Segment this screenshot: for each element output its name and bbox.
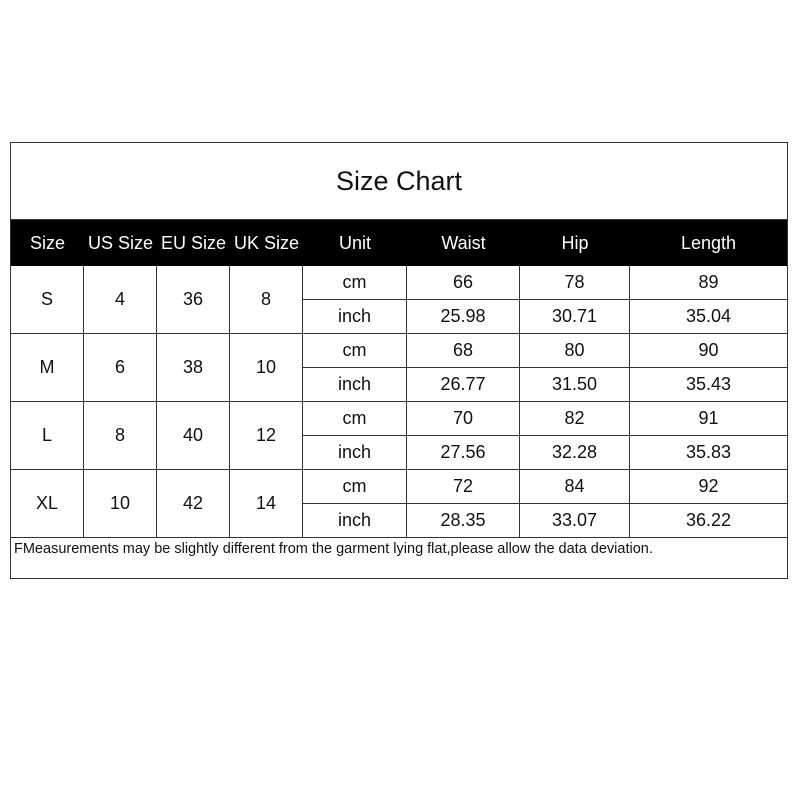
cell-eu-size: 38 bbox=[157, 334, 230, 402]
cell-us-size: 6 bbox=[84, 334, 157, 402]
cell-unit: cm bbox=[303, 334, 407, 368]
cell-length: 90 bbox=[630, 334, 787, 368]
measurement-note: FMeasurements may be slightly different from the garment lying flat,please allow the data deviation. bbox=[14, 541, 653, 557]
cell-waist: 68 bbox=[407, 334, 520, 368]
cell-length: 35.83 bbox=[630, 436, 787, 470]
header-col-eu-size: EU Size bbox=[160, 232, 227, 253]
cell-unit: inch bbox=[303, 504, 407, 538]
cell-waist: 72 bbox=[407, 470, 520, 504]
cell-eu-size: 36 bbox=[157, 266, 230, 334]
cell-size: L bbox=[11, 402, 84, 470]
cell-uk-size: 10 bbox=[230, 334, 303, 402]
header-col-unit: Unit bbox=[338, 232, 371, 253]
table-body bbox=[11, 266, 787, 538]
cell-length: 36.22 bbox=[630, 504, 787, 538]
cell-hip: 78 bbox=[520, 266, 630, 300]
cell-hip: 32.28 bbox=[520, 436, 630, 470]
size-chart bbox=[10, 142, 788, 579]
cell-unit: inch bbox=[303, 300, 407, 334]
header-col-waist: Waist bbox=[441, 232, 486, 253]
header-col-hip: Hip bbox=[561, 232, 589, 253]
cell-length: 35.43 bbox=[630, 368, 787, 402]
cell-waist: 26.77 bbox=[407, 368, 520, 402]
header-col-us-size: US Size bbox=[87, 232, 154, 253]
cell-eu-size: 42 bbox=[157, 470, 230, 538]
cell-us-size: 8 bbox=[84, 402, 157, 470]
cell-length: 35.04 bbox=[630, 300, 787, 334]
cell-hip: 82 bbox=[520, 402, 630, 436]
cell-eu-size: 40 bbox=[157, 402, 230, 470]
cell-unit: inch bbox=[303, 368, 407, 402]
cell-unit: inch bbox=[303, 436, 407, 470]
cell-us-size: 10 bbox=[84, 470, 157, 538]
header-col-uk-size: UK Size bbox=[233, 232, 300, 253]
cell-hip: 84 bbox=[520, 470, 630, 504]
cell-waist: 66 bbox=[407, 266, 520, 300]
cell-uk-size: 12 bbox=[230, 402, 303, 470]
cell-us-size: 4 bbox=[84, 266, 157, 334]
header-col-size: Size bbox=[29, 232, 65, 253]
cell-waist: 28.35 bbox=[407, 504, 520, 538]
table-header bbox=[11, 220, 787, 266]
cell-size: S bbox=[11, 266, 84, 334]
header-col-length: Length bbox=[680, 232, 737, 253]
cell-size: M bbox=[11, 334, 84, 402]
chart-title: Size Chart bbox=[11, 143, 787, 220]
cell-hip: 30.71 bbox=[520, 300, 630, 334]
cell-unit: cm bbox=[303, 266, 407, 300]
cell-unit: cm bbox=[303, 470, 407, 504]
cell-uk-size: 8 bbox=[230, 266, 303, 334]
cell-waist: 25.98 bbox=[407, 300, 520, 334]
cell-hip: 33.07 bbox=[520, 504, 630, 538]
cell-hip: 80 bbox=[520, 334, 630, 368]
cell-uk-size: 14 bbox=[230, 470, 303, 538]
cell-length: 91 bbox=[630, 402, 787, 436]
cell-length: 89 bbox=[630, 266, 787, 300]
cell-hip: 31.50 bbox=[520, 368, 630, 402]
cell-size: XL bbox=[11, 470, 84, 538]
cell-unit: cm bbox=[303, 402, 407, 436]
cell-length: 92 bbox=[630, 470, 787, 504]
cell-waist: 70 bbox=[407, 402, 520, 436]
cell-waist: 27.56 bbox=[407, 436, 520, 470]
